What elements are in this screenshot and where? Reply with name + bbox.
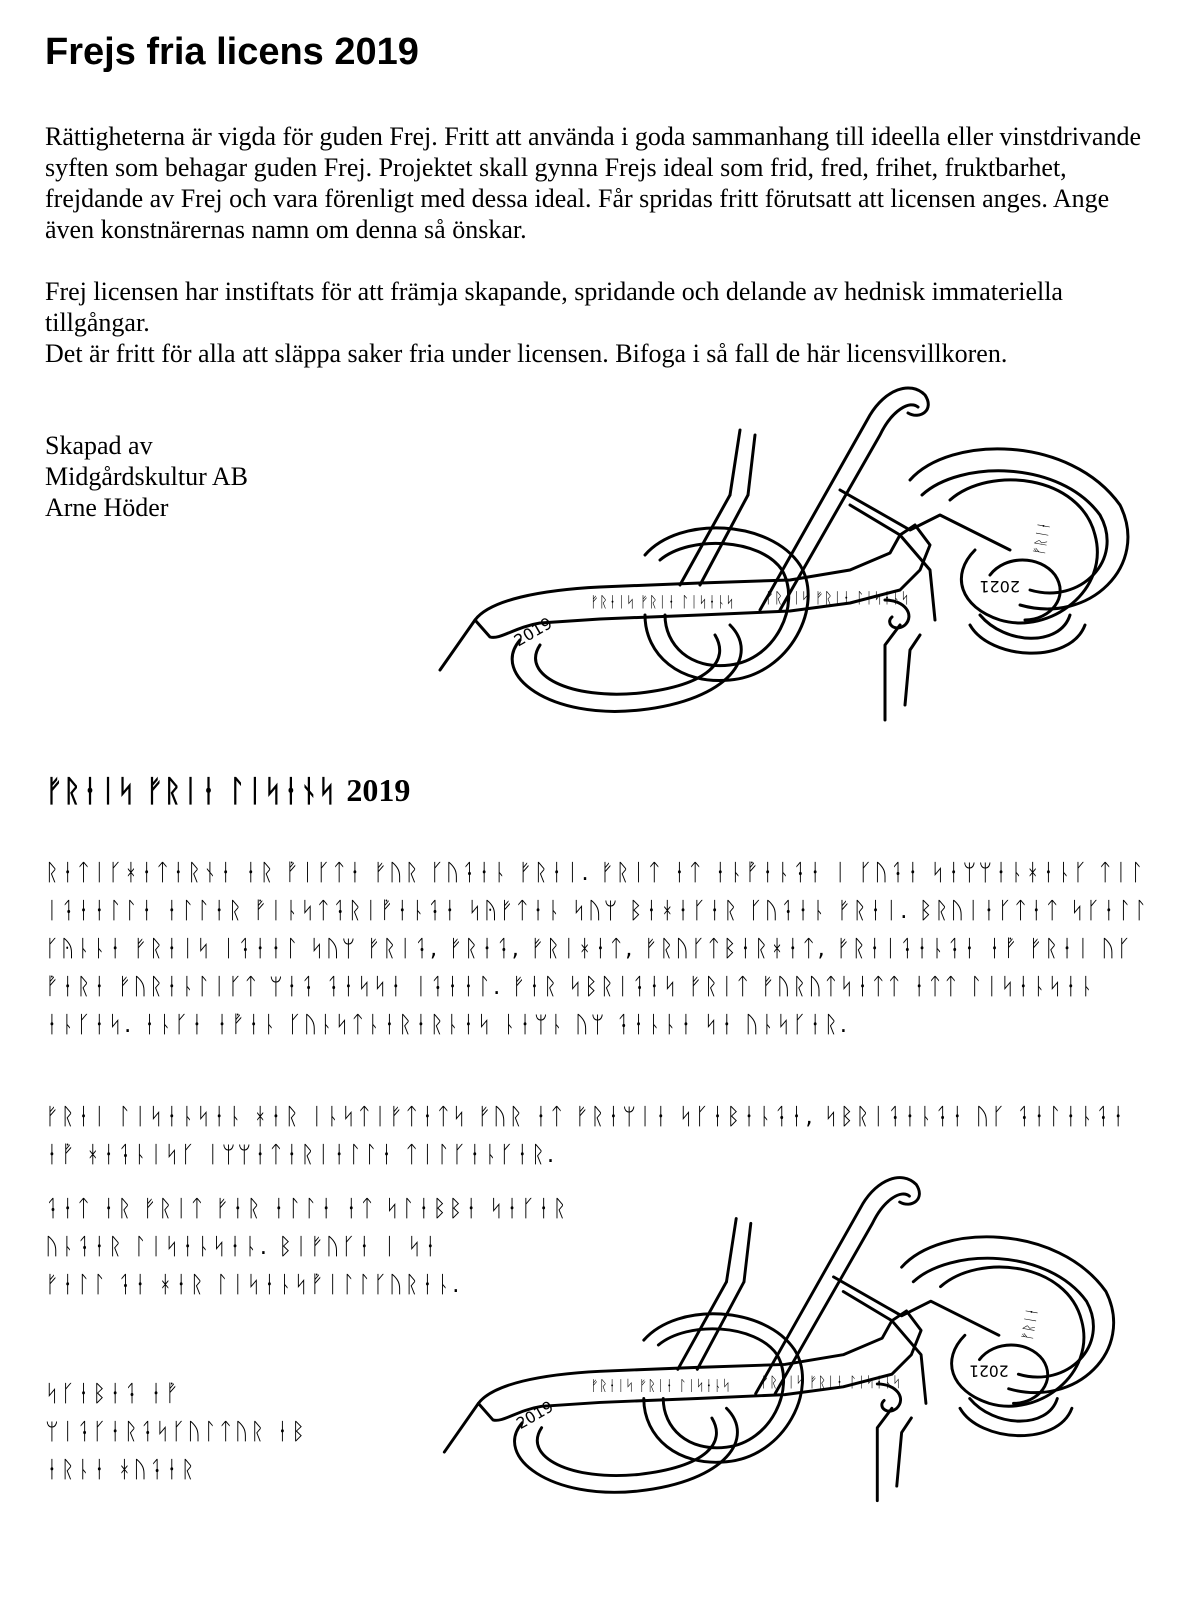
illustration-rune-text: ᚠᚱᛂᛁᛋ ᚠᚱᛁᛂ ᛚᛁᛋᛂᚿᛋ <box>590 1377 731 1395</box>
illustration-rune-text: ᚠᚱᛁᛂ <box>1031 520 1053 557</box>
runic-line: ᚢᚿᛑᛂᚱ ᛚᛁᛋᛂᚿᛋᛂᚿ. ᛒᛁᚠᚢᚴᛂ ᛁ ᛋᛂ <box>45 1234 440 1260</box>
runic-paragraph-1: ᚱᛂᛏᛁᚴᚼᛂᛏᛂᚱᚾᛂ ᛂᚱ ᚡᛁᚴᛏᛂ ᚠᚢᚱ ᚴᚢᛑᛂᚿ ᚠᚱᛂᛁ. ᚠᚱᛁᛏ ᛂᛏ ᛂᚿᚡᛂᚿᛑᛂ ᛁ ᚴᚢᛑᛂ ᛋᛂᛘᛘᛂᚿᚼᛂᚿᚴ ᛏᛁᛚ ᛁᛑᛂᛂᛚᛚᛂ ᛂᛚᛚᛂᚱ ᚡᛁᚿᛋᛏᛑᚱᛁᚡᛂᚿᛑᛂ ᛋᚤᚠᛏᛂᚿ ᛋᚢᛘ ᛒᛂᚼᛂᚴᛂᚱ ᚴᚢᛑᛂᚿ ᚠᚱᛂᛁ. ᛒᚱᚢᛁᛂᚴᛏᛂᛏ ᛋᚴᛂᛚᛚ ᚴᚤᚿᚿᛂ ᚠᚱᛂᛁᛋ ᛁᛑᛂᛂᛚ ᛋᚢᛘ ᚠᚱᛁᛑ, ᚠᚱᛂᛑ, ᚠᚱᛁᚼᛂᛏ, ᚠᚱᚢᚴᛏᛒᛂᚱᚼᛂᛏ, ᚠᚱᛂᛁᛑᛂᚿᛑᛂ ᛂᚡ ᚠᚱᛂᛁ ᚢᚴ ᚡᛂᚱᛂ ᚠᚢᚱᛂᚿᛚᛁᚴᛏ ᛘᛂᛑ ᛑᛂᛋᛋᛂ ᛁᛑᛂᛂᛚ. ᚠᛂᚱ ᛋᛒᚱᛁᛑᛂᛋ ᚠᚱᛁᛏ ᚠᚢᚱᚢᛏᛋᛂᛏᛏ ᛂᛏᛏ ᛚᛁᛋᛂᚿᛋᛂᚿ ᛂᚿᚴᛂᛋ. ᛂᚿᚴᛂ ᛂᚡᛂᚿ ᚴᚢᚿᛋᛏᚿᛂᚱᛂᚱᚿᛂᛋ ᚿᛂᛘᚿ ᚢᛘ ᛑᛂᚿᚿᛂ ᛋᛂ ᚢᚿᛋᚴᛂᚱ. <box>45 860 1150 1038</box>
credits-line: Skapad av <box>45 431 153 460</box>
illustration-rune-text: ᚠᚱᛁᛂ <box>1019 1306 1041 1342</box>
credits-line: Midgårdskultur AB <box>45 462 248 491</box>
illustration-year-label: 2021 <box>979 577 1020 596</box>
runic-credits-line: ᛋᚴᛂᛒᛂᛑ ᛂᚡ <box>45 1381 181 1407</box>
runestone-dragon-illustration <box>430 375 1140 745</box>
runic-paragraph-2: ᚠᚱᛂᛁ ᛚᛁᛋᛂᚿᛋᛂᚿ ᚼᛂᚱ ᛁᚿᛋᛏᛁᚠᛏᛂᛏᛋ ᚠᚢᚱ ᛂᛏ ᚠᚱᛂᛘᛁᛂ ᛋᚴᛂᛒᛂᚿᛑᛂ, ᛋᛒᚱᛁᛑᛂᚿᛑᛂ ᚢᚴ ᛑᛂᛚᛂᚿᛑᛂ ᛂᚡ ᚼᛂᛑᚿᛁᛋᚴ ᛁᛘᛘᛂᛏᛂᚱᛁᛂᛚᛚᛂ ᛏᛁᛚᚴᛂᚿᚴᛂᚱ. <box>45 1104 1128 1168</box>
illustration-rune-text: ᚠᚱᛂᛁᛋ ᚠᚱᛁᛂ ᛚᛁᛋᛂᚿᛋ <box>760 1373 902 1391</box>
license-paragraph-1: Rättigheterna är vigda för guden Frej. Fritt att använda i goda sammanhang till ideella eller vinstdrivande syften som behagar guden Frej. Projektet skall gynna Frejs ideal som frid, fred, frihet, fruktbarhet, frejdande av Frej och vara förenligt med dessa ideal. Får spridas fritt förutsatt att licensen anges. Ange även konstnärernas namn om denna så önskar. <box>45 122 1141 244</box>
illustration-year-label: 2019 <box>510 613 556 651</box>
runic-line: ᛑᛂᛏ ᛂᚱ ᚠᚱᛁᛏ ᚠᛂᚱ ᛂᛚᛚᛂ ᛂᛏ ᛋᛚᛂᛒᛒᛂ ᛋᛂᚴᛂᚱ <box>45 1196 569 1222</box>
page-title: Frejs fria licens 2019 <box>45 31 419 73</box>
runic-credits-line: ᛘᛁᛑᚴᛂᚱᛑᛋᚴᚢᛚᛏᚢᚱ ᛂᛒ <box>45 1419 308 1445</box>
runic-title-runes: ᚠᚱᛂᛁᛋ ᚠᚱᛁᛂ ᛚᛁᛋᛂᚾᛋ <box>45 774 336 809</box>
runic-title <box>45 770 410 812</box>
illustration-year-label: 2021 <box>969 1361 1009 1380</box>
runic-paragraph-3 <box>45 1190 569 1304</box>
illustration-rune-text: ᚠᚱᛂᛁᛋ ᚠᚱᛁᛂ ᛚᛁᛋᛂᚿᛋ <box>765 589 910 607</box>
illustration-rune-text: ᚠᚱᛂᛁᛋ ᚠᚱᛁᛂ ᛚᛁᛋᛂᚿᛋ <box>590 593 735 611</box>
license-paragraph-2: Frej licensen har instiftats för att främja skapande, spridande och delande av hednisk immateriella tillgångar. <box>45 277 1063 337</box>
runic-line: ᚠᛂᛚᛚ ᛑᛂ ᚼᛂᚱ ᛚᛁᛋᛂᚿᛋᚡᛁᛚᛚᚴᚢᚱᛂᚿ. <box>45 1272 462 1298</box>
runestone-dragon-illustration <box>420 1165 1140 1525</box>
runic-credits-block <box>45 1375 307 1489</box>
runic-title-year: 2019 <box>346 772 411 808</box>
runic-credits-line: ᛂᚱᚿᛂ ᚼᚢᛑᛂᚱ <box>45 1457 197 1483</box>
credits-block <box>45 430 248 523</box>
illustration-year-label: 2019 <box>513 1397 557 1433</box>
license-paragraph-3: Det är fritt för alla att släppa saker fria under licensen. Bifoga i så fall de här licensvillkoren. <box>45 339 1008 368</box>
credits-line: Arne Höder <box>45 493 169 522</box>
